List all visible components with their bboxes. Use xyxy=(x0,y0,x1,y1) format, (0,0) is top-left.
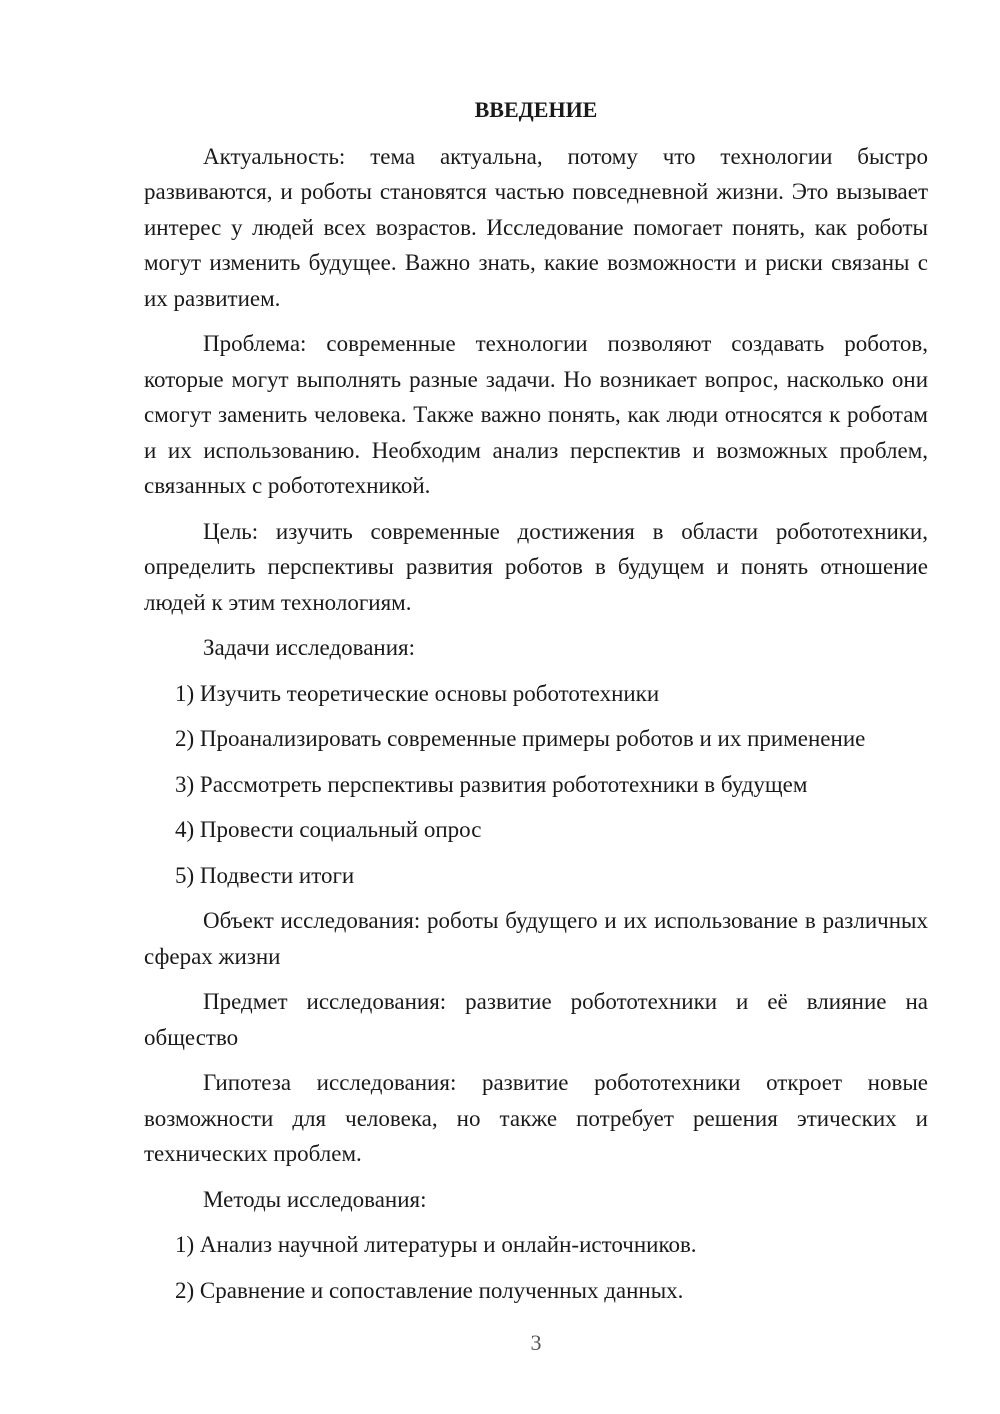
tasks-list xyxy=(144,676,928,894)
problem-paragraph: Проблема: современные технологии позволяют создавать роботов, которые могут выполнять разные задачи. Но возникает вопрос, насколько они смогут заменить человека. Также важно понять, как люди относятся к роботам и их использованию. Необходим анализ перспектив и возможных проблем, связанных с робототехникой. xyxy=(144,331,928,498)
list-item: 3) Рассмотреть перспективы развития робототехники в будущем xyxy=(175,771,808,797)
object-paragraph: Объект исследования: роботы будущего и их использование в различных сферах жизни xyxy=(144,908,928,969)
document-body xyxy=(144,92,928,1318)
relevance-paragraph: Актуальность: тема актуальна, потому что технологии быстро развиваются, и роботы становятся частью повседневной жизни. Это вызывает интерес у людей всех возрастов. Исследование помогает понять, как роботы могут изменить будущее. Важно знать, какие возможности и риски связаны с их развитием. xyxy=(144,143,928,311)
list-item: 2) Проанализировать современные примеры роботов и их применение xyxy=(175,726,866,751)
list-item: 1) Изучить теоретические основы робототехники xyxy=(175,680,660,706)
list-item: 5) Подвести итоги xyxy=(175,862,355,888)
list-item: 4) Провести социальный опрос xyxy=(175,817,482,842)
tasks-label: Задачи исследования: xyxy=(203,635,416,660)
methods-list xyxy=(144,1227,928,1308)
methods-label: Методы исследования: xyxy=(203,1186,427,1212)
list-item: 1) Анализ научной литературы и онлайн-источников. xyxy=(175,1232,697,1257)
list-item: 2) Сравнение и сопоставление полученных данных. xyxy=(175,1277,684,1303)
hypothesis-paragraph: Гипотеза исследования: развитие робототехники откроет новые возможности для человека, но также потребует решения этических и технических проблем. xyxy=(144,1070,928,1166)
section-title: ВВЕДЕНИЕ xyxy=(474,97,598,122)
goal-paragraph: Цель: изучить современные достижения в области робототехники, определить перспективы развития роботов в будущем и понять отношение людей к этим технологиям. xyxy=(144,518,928,615)
subject-paragraph: Предмет исследования: развитие робототехники и её влияние на общество xyxy=(144,989,928,1050)
page-number: 3 xyxy=(530,1330,542,1355)
